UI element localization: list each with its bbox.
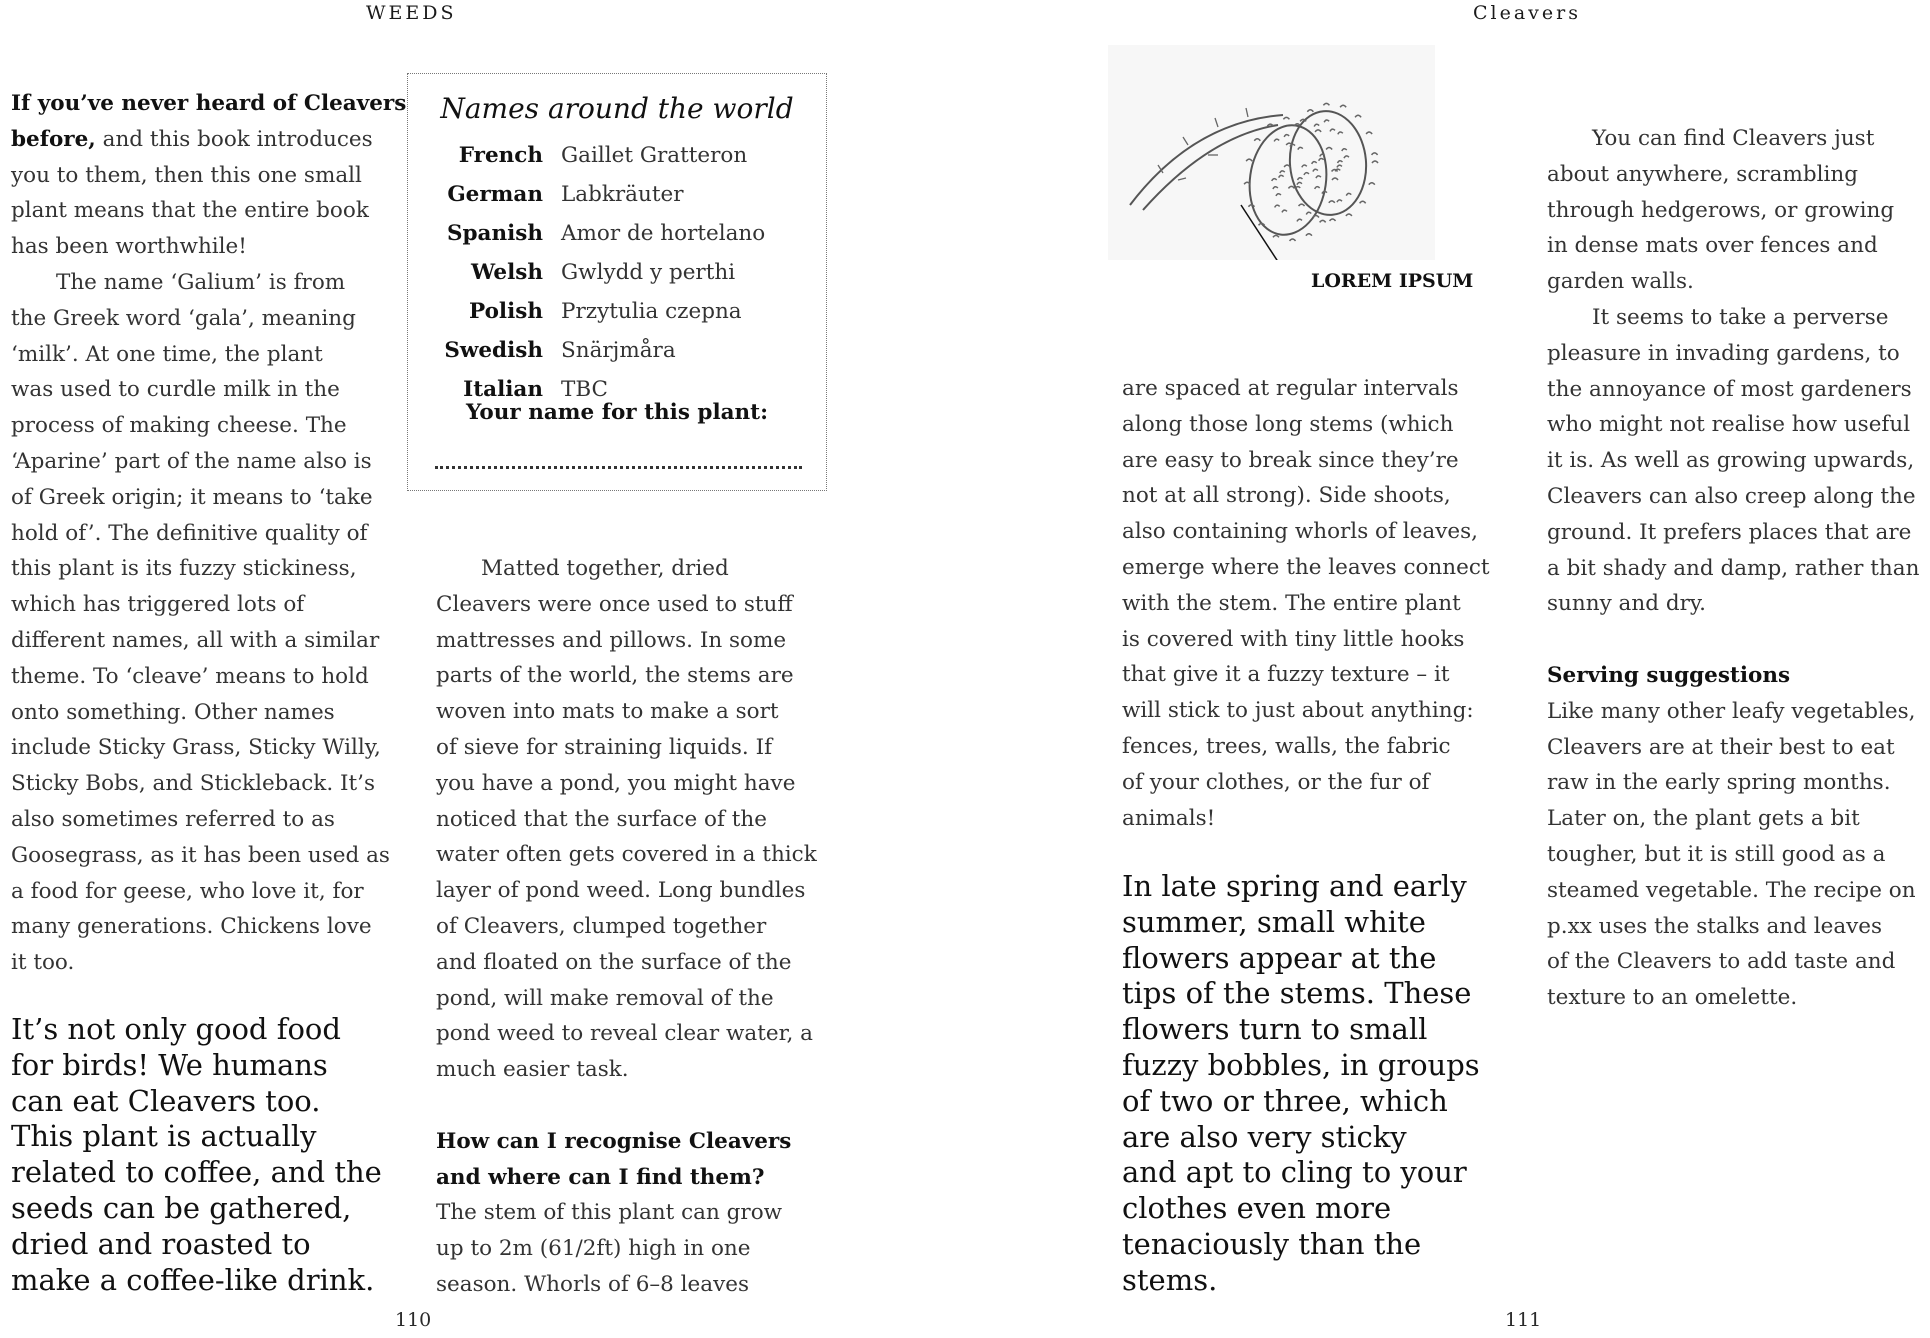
- stem-paragraph: [436, 1195, 831, 1302]
- text-line: Cleavers are at their best to eat: [1547, 734, 1895, 760]
- text-line: tougher, but it is still good as a: [1547, 841, 1886, 867]
- column-4: [1547, 121, 1930, 1016]
- text-line: in dense mats over fences and: [1547, 233, 1878, 259]
- find-paragraph: [1547, 121, 1930, 300]
- text-line: stems.: [1122, 1262, 1218, 1297]
- pull-quote-coffee: [11, 1012, 411, 1298]
- text-line: pond weed to reveal clear water, a: [436, 1021, 813, 1047]
- text-line: seeds can be gathered,: [11, 1190, 352, 1225]
- intro-line: has been worthwhile!: [11, 234, 247, 260]
- text-line: flowers turn to small: [1122, 1012, 1428, 1047]
- text-line: not at all strong). Side shoots,: [1122, 483, 1451, 509]
- language-label: German: [447, 182, 543, 207]
- text-line: include Sticky Grass, Sticky Willy,: [11, 735, 381, 761]
- matted-paragraph: [436, 551, 831, 1088]
- text-line: related to coffee, and the: [11, 1155, 382, 1190]
- text-line: it is. As well as growing upwards,: [1547, 448, 1915, 474]
- text-line: a bit shady and damp, rather than: [1547, 555, 1920, 581]
- text-line: can eat Cleavers too.: [11, 1083, 321, 1118]
- text-line: pond, will make removal of the: [436, 985, 774, 1011]
- language-label: French: [458, 143, 543, 168]
- language-label: Swedish: [444, 338, 543, 363]
- text-line: Like many other leafy vegetables,: [1547, 698, 1916, 724]
- text-line: Later on, the plant gets a bit: [1547, 806, 1860, 832]
- language-label: Welsh: [471, 260, 543, 285]
- text-line: tips of the stems. These: [1122, 976, 1472, 1011]
- running-head-right: Cleavers: [1473, 2, 1581, 24]
- text-line: of Greek origin; it means to ‘take: [11, 484, 373, 510]
- text-line: Goosegrass, as it has been used as: [11, 842, 390, 868]
- text-line: this plant is its fuzzy stickiness,: [11, 556, 357, 582]
- intro-paragraph: [11, 86, 407, 265]
- running-head-left: WEEDS: [366, 2, 457, 24]
- text-line: of the Cleavers to add taste and: [1547, 949, 1896, 975]
- text-line: dried and roasted to: [11, 1226, 311, 1261]
- text-line: for birds! We humans: [11, 1047, 328, 1082]
- text-line: are also very sticky: [1122, 1119, 1407, 1154]
- page-number-right: 111: [1505, 1309, 1542, 1331]
- column-2: [436, 551, 831, 1303]
- text-line: ground. It prefers places that are: [1547, 519, 1912, 545]
- text-line: ‘Aparine’ part of the name also is: [11, 448, 372, 474]
- text-line: with the stem. The entire plant: [1122, 590, 1461, 616]
- text-line: animals!: [1122, 805, 1216, 831]
- names-table-row: [408, 136, 826, 175]
- text-line: different names, all with a similar: [11, 627, 380, 653]
- text-line: you have a pond, you might have: [436, 770, 796, 796]
- intro-line: and this book introduces: [95, 126, 373, 152]
- text-line: are spaced at regular intervals: [1122, 376, 1459, 401]
- text-line: season. Whorls of 6–8 leaves: [436, 1271, 749, 1297]
- text-line: theme. To ‘cleave’ means to hold: [11, 663, 369, 689]
- text-line: also containing whorls of leaves,: [1122, 519, 1478, 545]
- text-line: It seems to take a perverse: [1592, 304, 1889, 330]
- language-label: Spanish: [446, 221, 543, 246]
- text-line: In late spring and early: [1122, 869, 1467, 903]
- whorls-paragraph: [1122, 371, 1512, 836]
- text-line: it too.: [11, 950, 75, 976]
- page-number-left: 110: [395, 1309, 432, 1331]
- text-line: summer, small white: [1122, 904, 1426, 939]
- text-line: will stick to just about anything:: [1122, 698, 1474, 724]
- intro-line: plant means that the entire book: [11, 198, 369, 224]
- names-table: [408, 136, 826, 409]
- text-line: p.xx uses the stalks and leaves: [1547, 913, 1883, 939]
- text-line: is covered with tiny little hooks: [1122, 626, 1465, 652]
- text-line: the annoyance of most gardeners: [1547, 376, 1912, 402]
- names-table-row: [408, 175, 826, 214]
- text-line: make a coffee-like drink.: [11, 1262, 375, 1297]
- text-line: through hedgerows, or growing: [1547, 197, 1895, 223]
- text-line: process of making cheese. The: [11, 413, 347, 439]
- names-around-the-world-box: [407, 73, 827, 491]
- galium-paragraph: [11, 265, 401, 981]
- names-box-title: Names around the world: [440, 92, 794, 125]
- intro-line: you to them, then this one small: [11, 162, 362, 188]
- names-table-row: [408, 292, 826, 331]
- plant-name-value: Snärjmåra: [561, 338, 676, 363]
- text-line: layer of pond weed. Long bundles: [436, 878, 806, 904]
- perverse-paragraph: [1547, 300, 1930, 622]
- names-table-row: [408, 253, 826, 292]
- cleavers-seedpod-icon: [1108, 45, 1435, 260]
- text-line: also sometimes referred to as: [11, 806, 335, 832]
- text-line: mattresses and pillows. In some: [436, 627, 787, 653]
- text-line: This plant is actually: [11, 1119, 317, 1154]
- text-line: You can find Cleavers just: [1592, 126, 1875, 151]
- text-line: texture to an omelette.: [1547, 985, 1798, 1011]
- language-label: Polish: [468, 299, 543, 324]
- text-line: How can I recognise Cleavers: [436, 1128, 792, 1154]
- text-line: fuzzy bobbles, in groups: [1122, 1047, 1480, 1082]
- text-line: Cleavers can also creep along the: [1547, 483, 1916, 509]
- text-line: tenaciously than the: [1122, 1226, 1422, 1261]
- text-line: up to 2m (61/2ft) high in one: [436, 1236, 751, 1262]
- text-line: Matted together, dried: [481, 556, 729, 581]
- text-line: ‘milk’. At one time, the plant: [11, 341, 323, 367]
- text-line: Sticky Bobs, and Stickleback. It’s: [11, 771, 375, 797]
- lead-line-1: If you’ve never heard of Cleavers: [11, 91, 407, 116]
- plant-name-value: TBC: [561, 377, 608, 402]
- text-line: hold of’. The definitive quality of: [11, 520, 368, 546]
- text-line: emerge where the leaves connect: [1122, 554, 1490, 580]
- text-line: who might not realise how useful: [1547, 412, 1911, 438]
- text-line: It’s not only good food: [11, 1012, 341, 1046]
- text-line: onto something. Other names: [11, 699, 335, 725]
- text-line: along those long stems (which: [1122, 411, 1454, 437]
- text-line: a food for geese, who love it, for: [11, 878, 364, 904]
- illustration-caption: LOREM IPSUM: [1311, 270, 1474, 292]
- text-line: woven into mats to make a sort: [436, 699, 779, 725]
- text-line: that give it a fuzzy texture – it: [1122, 662, 1450, 688]
- column-3: [1122, 371, 1512, 836]
- plant-name-value: Przytulia czepna: [561, 299, 742, 324]
- text-line: water often gets covered in a thick: [436, 842, 817, 868]
- text-line: of your clothes, or the fur of: [1122, 769, 1430, 795]
- names-table-row: [408, 214, 826, 253]
- language-label: Italian: [463, 377, 543, 402]
- text-line: are easy to break since they’re: [1122, 447, 1459, 473]
- recognise-heading: [436, 1124, 831, 1196]
- text-line: and apt to cling to your: [1122, 1155, 1467, 1190]
- text-line: parts of the world, the stems are: [436, 663, 794, 689]
- your-name-label: Your name for this plant:: [465, 400, 769, 425]
- text-line: of sieve for straining liquids. If: [436, 734, 773, 760]
- text-line: garden walls.: [1547, 269, 1694, 295]
- plant-name-value: Amor de hortelano: [561, 221, 766, 246]
- your-name-dotted-line: [435, 466, 802, 469]
- text-line: which has triggered lots of: [11, 592, 305, 618]
- text-line: and floated on the surface of the: [436, 949, 792, 975]
- text-line: the Greek word ‘gala’, meaning: [11, 305, 356, 331]
- text-line: much easier task.: [436, 1057, 629, 1083]
- text-line: of Cleavers, clumped together: [436, 913, 767, 939]
- serving-suggestions-heading: Serving suggestions: [1547, 662, 1791, 688]
- cleavers-illustration: [1108, 45, 1435, 260]
- text-line: of two or three, which: [1122, 1083, 1448, 1118]
- text-line: The stem of this plant can grow: [436, 1200, 783, 1226]
- plant-name-value: Gwlydd y perthi: [561, 260, 736, 285]
- text-line: clothes even more: [1122, 1191, 1392, 1226]
- plant-name-value: Labkräuter: [561, 182, 684, 207]
- text-line: The name ‘Galium’ is from: [56, 269, 346, 295]
- names-table-row: [408, 331, 826, 370]
- lead-line-2: before,: [11, 126, 96, 152]
- text-line: steamed vegetable. The recipe on: [1547, 877, 1916, 903]
- text-line: noticed that the surface of the: [436, 806, 767, 832]
- text-line: raw in the early spring months.: [1547, 770, 1891, 796]
- text-line: flowers appear at the: [1122, 940, 1437, 975]
- text-line: Cleavers were once used to stuff: [436, 591, 793, 617]
- column-1: [11, 86, 407, 981]
- text-line: about anywhere, scrambling: [1547, 161, 1858, 187]
- text-line: fences, trees, walls, the fabric: [1122, 733, 1451, 759]
- serving-paragraph: [1547, 694, 1930, 1016]
- text-line: was used to curdle milk in the: [11, 377, 340, 403]
- plant-name-value: Gaillet Gratteron: [561, 143, 748, 168]
- text-line: pleasure in invading gardens, to: [1547, 340, 1900, 366]
- text-line: and where can I find them?: [436, 1164, 765, 1190]
- pull-quote-flowers: [1122, 869, 1522, 1299]
- text-line: sunny and dry.: [1547, 591, 1706, 617]
- text-line: many generations. Chickens love: [11, 914, 372, 940]
